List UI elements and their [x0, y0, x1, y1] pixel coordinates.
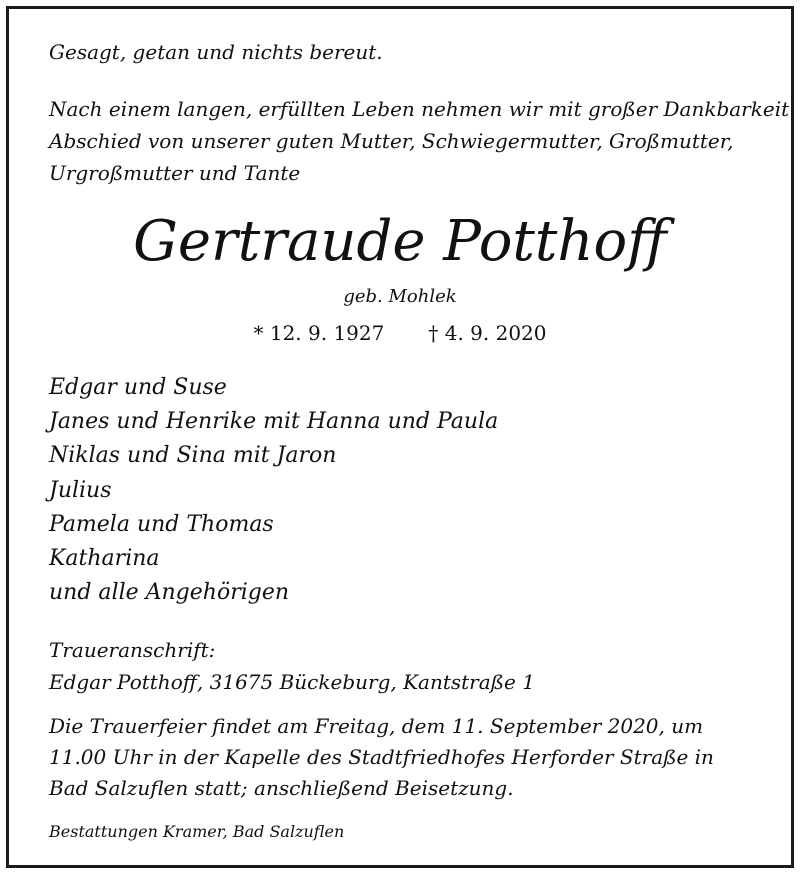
- intro-line: Nach einem langen, erfüllten Leben nehmen wir mit großer Dankbarkeit: [49, 97, 790, 121]
- service-line: Die Trauerfeier findet am Freitag, dem 11. September 2020, um: [49, 714, 704, 738]
- birth-date: * 12. 9. 1927: [253, 321, 385, 345]
- service-line: Bad Salzuflen statt; anschließend Beisetzung.: [49, 776, 514, 800]
- motto: Gesagt, getan und nichts bereut.: [49, 40, 383, 64]
- intro-text: [49, 93, 789, 189]
- list-item: Pamela und Thomas: [49, 511, 274, 537]
- list-item: Janes und Henrike mit Hanna und Paula: [49, 409, 499, 435]
- list-item: Katharina: [49, 546, 160, 572]
- address: Edgar Potthoff, 31675 Bückeburg, Kantstraße 1: [49, 670, 535, 694]
- mourners-list: [49, 371, 498, 610]
- undertaker: Bestattungen Kramer, Bad Salzuflen: [49, 822, 345, 841]
- list-item: Julius: [49, 477, 112, 503]
- list-item: Niklas und Sina mit Jaron: [49, 443, 337, 469]
- list-item: Edgar und Suse: [49, 375, 227, 400]
- list-item: und alle Angehörigen: [49, 580, 290, 606]
- service-line: 11.00 Uhr in der Kapelle des Stadtfriedhofes Herforder Straße in: [49, 745, 714, 769]
- life-dates: [9, 319, 791, 347]
- deceased-name: Gertraude Potthoff: [133, 209, 667, 274]
- address-label: Traueranschrift:: [49, 638, 216, 662]
- intro-line: Urgroßmutter und Tante: [49, 161, 301, 185]
- obituary-notice: [6, 6, 794, 868]
- service-info: [49, 711, 714, 804]
- maiden-name: geb. Mohlek: [343, 286, 457, 307]
- intro-line: Abschied von unserer guten Mutter, Schwiegermutter, Großmutter,: [49, 129, 734, 153]
- death-date: † 4. 9. 2020: [428, 321, 547, 345]
